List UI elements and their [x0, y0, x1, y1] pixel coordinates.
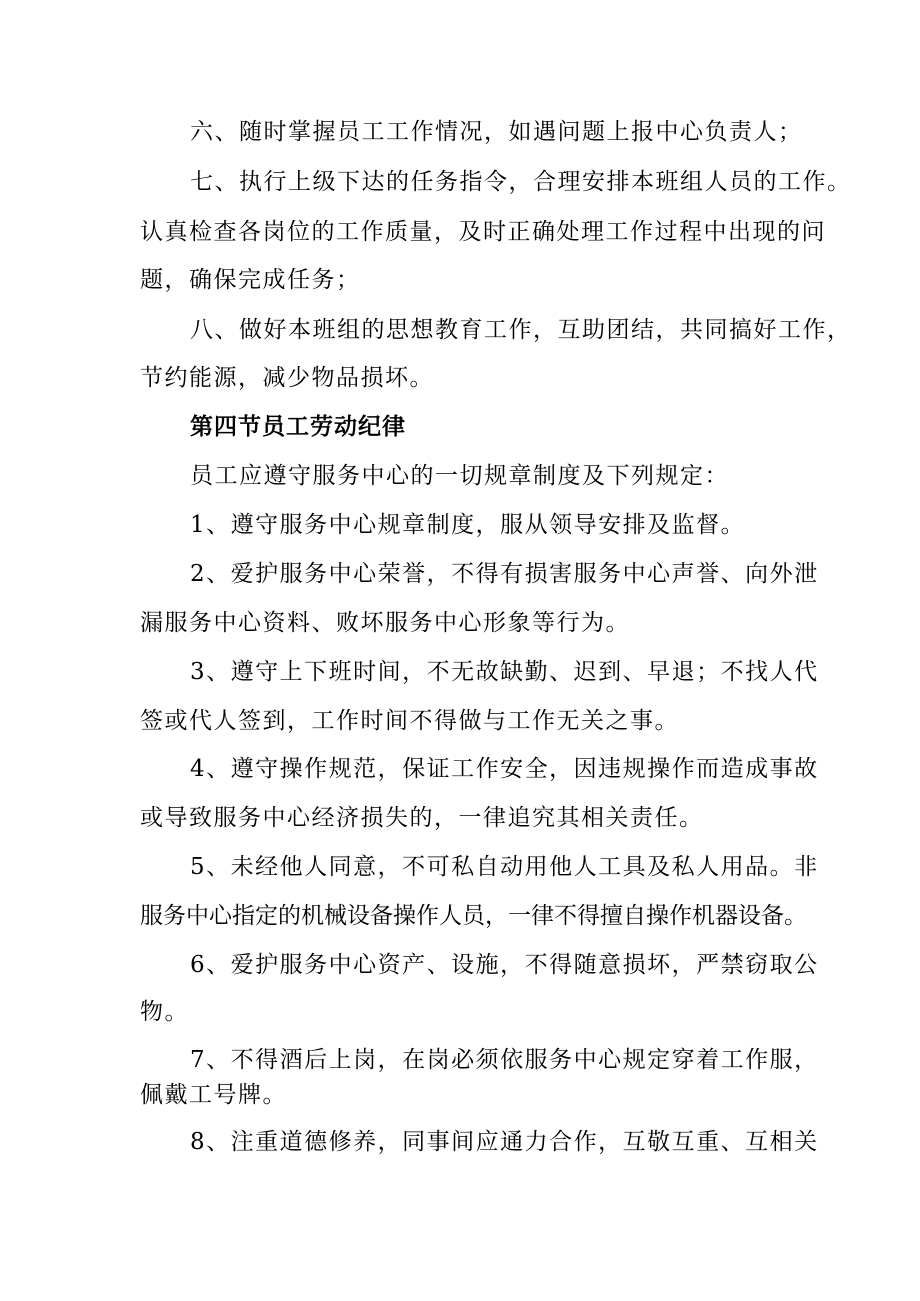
paragraph-line: 5、未经他人同意，不可私自动用他人工具及私人用品。非 — [190, 854, 819, 880]
paragraph-line: 认真检查各岗位的工作质量，及时正确处理工作过程中出现的问 — [140, 219, 826, 245]
paragraph-line: 8、注重道德修养，同事间应通力合作，互敬互重、互相关 — [190, 1129, 819, 1155]
paragraph-line: 2、爱护服务中心荣誉，不得有损害服务中心声誉、向外泄 — [190, 561, 819, 587]
paragraph-line: 员工应遵守服务中心的一切规章制度及下列规定： — [190, 463, 729, 489]
paragraph-line: 八、做好本班组的思想教育工作，互助团结，共同搞好工作， — [190, 317, 852, 343]
paragraph-line: 节约能源，减少物品损坏。 — [140, 365, 434, 391]
paragraph-line: 4、遵守操作规范，保证工作安全，因违规操作而造成事故 — [190, 756, 819, 782]
paragraph-line: 七、执行上级下达的任务指令，合理安排本班组人员的工作。 — [190, 169, 852, 195]
paragraph-line: 签或代人签到，工作时间不得做与工作无关之事。 — [140, 708, 679, 734]
paragraph-line: 6、爱护服务中心资产、设施，不得随意损坏，严禁窃取公 — [190, 952, 819, 978]
paragraph-line: 物。 — [140, 999, 189, 1025]
paragraph-line: 1、遵守服务中心规章制度，服从领导安排及监督。 — [190, 512, 746, 538]
paragraph-line: 服务中心指定的机械设备操作人员，一律不得擅自操作机器设备。 — [140, 903, 807, 929]
paragraph-line: 或导致服务中心经济损失的，一律追究其相关责任。 — [140, 805, 704, 831]
section-heading: 第四节员工劳动纪律 — [190, 413, 406, 440]
paragraph-line: 7、不得酒后上岗，在岗必须依服务中心规定穿着工作服， — [190, 1047, 819, 1073]
paragraph-line: 题，确保完成任务； — [140, 267, 361, 293]
paragraph-line: 3、遵守上下班时间，不无故缺勤、迟到、早退；不找人代 — [190, 659, 819, 685]
paragraph-line: 漏服务中心资料、败坏服务中心形象等行为。 — [140, 610, 630, 636]
paragraph-line: 佩戴工号牌。 — [140, 1082, 287, 1108]
paragraph-line: 六、随时掌握员工工作情况，如遇问题上报中心负责人； — [190, 119, 803, 145]
